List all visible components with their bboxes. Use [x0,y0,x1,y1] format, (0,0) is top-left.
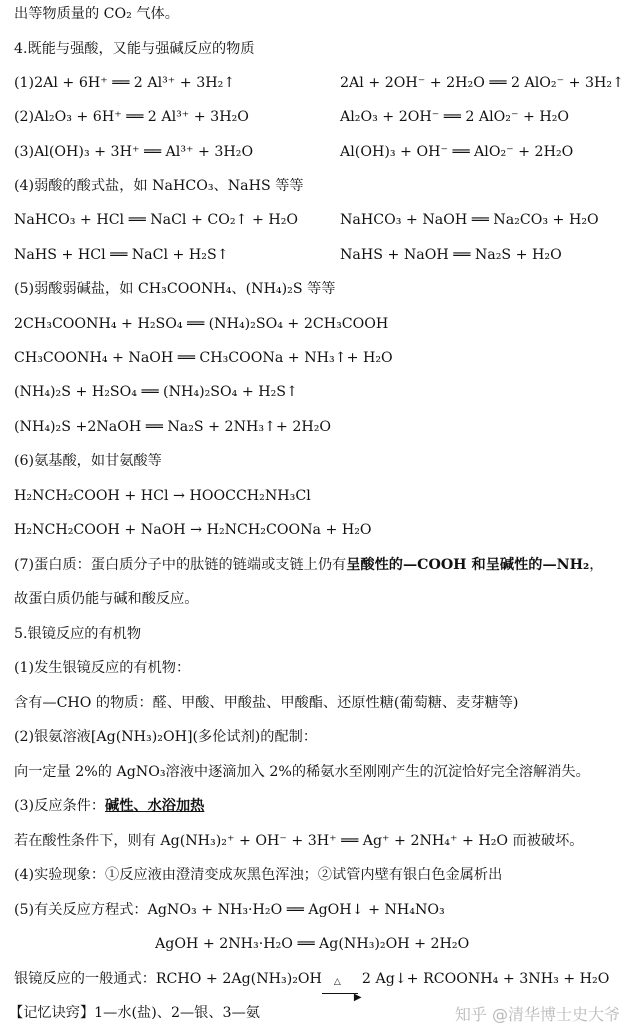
watermark: 知乎 @清华博士史大爷 [454,1005,620,1024]
bold-underlined-text: 碱性、水浴加热 [105,798,205,814]
equation: 银镜反应的一般通式：RCHO + 2Ag(NH₃)₂OH △ ▶ 2 Ag↓+ RCOONH₄ + 3NH₃ + H₂O [14,971,610,1003]
equation-left: NaHS + HCl ══ NaCl + H₂S↑ [14,247,229,263]
text-line: (4)实验现象：①反应液由澄清变成灰黑色浑浊；②试管内壁有银白色金属析出 [14,867,503,883]
subsection-heading: (6)氨基酸，如甘氨酸等 [14,453,162,469]
heat-symbol: △ [333,977,341,987]
equation-row [14,142,574,162]
text: ， [589,557,604,573]
text-line [14,796,204,816]
equation-row [14,210,599,230]
text-line [14,555,603,575]
equation-row [14,73,624,93]
text-line: (2)银氨溶液[Ag(NH₃)₂OH](多伦试剂)的配制： [14,729,318,745]
equation: (NH₄)₂S +2NaOH ══ Na₂S + 2NH₃↑+ 2H₂O [14,419,332,435]
equation: (5)有关反应方程式：AgNO₃ + NH₃·H₂O ══ AgOH↓ + NH₄NO₃ [14,902,445,918]
text-line: 若在酸性条件下，则有 Ag(NH₃)₂⁺ + OH⁻ + 3H⁺ ══ Ag⁺ + 2NH₄⁺ + H₂O 而被破坏。 [14,833,584,849]
text-line: 含有—CHO 的物质：醛、甲酸、甲酸盐、甲酸酯、还原性糖(葡萄糖、麦芽糖等) [14,695,519,711]
equation-right: Al₂O₃ + 2OH⁻ ══ 2 AlO₂⁻ + H₂O [340,109,570,125]
equation: H₂NCH₂COOH + HCl → HOOCCH₂NH₃Cl [14,488,311,504]
text: (7)蛋白质：蛋白质分子中的肽链的链端或支链上仍有 [14,557,347,573]
bold-text: 呈酸性的—COOH 和呈碱性的—NH₂ [346,557,590,573]
equation-row [14,107,570,127]
equation-right: 2Al + 2OH⁻ + 2H₂O ══ 2 AlO₂⁻ + 3H₂↑ [340,75,624,91]
equation: AgOH + 2NH₃·H₂O ══ Ag(NH₃)₂OH + 2H₂O [155,936,470,952]
text-line: 向一定量 2%的 AgNO₃溶液中逐滴加入 2%的稀氨水至刚刚产生的沉淀恰好完全溶解消失。 [14,764,590,780]
subsection-heading: (4)弱酸的酸式盐，如 NaHCO₃、NaHS 等等 [14,178,304,194]
equation-right: Al(OH)₃ + OH⁻ ══ AlO₂⁻ + 2H₂O [340,144,574,160]
equation: CH₃COONH₄ + NaOH ══ CH₃COONa + NH₃↑+ H₂O [14,350,393,366]
equation-right: NaHCO₃ + NaOH ══ Na₂CO₃ + H₂O [340,212,599,228]
equation-left: (1)2Al + 6H⁺ ══ 2 Al³⁺ + 3H₂↑ [14,75,236,91]
equation-left: (2)Al₂O₃ + 6H⁺ ══ 2 Al³⁺ + 3H₂O [14,109,249,125]
text: 银镜反应的一般通式：RCHO + 2Ag(NH₃)₂OH [14,971,322,987]
equation-right: NaHS + NaOH ══ Na₂S + H₂O [340,247,562,263]
section-heading: 4.既能与强酸，又能与强碱反应的物质 [14,41,255,57]
equation: (NH₄)₂S + H₂SO₄ ══ (NH₄)₂SO₄ + H₂S↑ [14,384,298,400]
text-line: 故蛋白质仍能与碱和酸反应。 [14,591,199,607]
text: 2 Ag↓+ RCOONH₄ + 3NH₃ + H₂O [361,971,610,987]
equation-left: (3)Al(OH)₃ + 3H⁺ ══ Al³⁺ + 3H₂O [14,144,254,160]
section-heading: 5.银镜反应的有机物 [14,626,142,642]
text: (3)反应条件： [14,798,106,814]
equation-row [14,245,562,265]
text-line: 【记忆诀窍】1—水(盐)、2—银、3—氨 [9,1005,260,1021]
equation: 2CH₃COONH₄ + H₂SO₄ ══ (NH₄)₂SO₄ + 2CH₃COOH [14,316,389,332]
subsection-heading: (5)弱酸弱碱盐，如 CH₃COONH₄、(NH₄)₂S 等等 [14,281,336,297]
text-line: 出等物质量的 CO₂ 气体。 [14,6,179,22]
text-line: (1)发生银镜反应的有机物： [14,660,191,676]
equation: H₂NCH₂COOH + NaOH → H₂NCH₂COONa + H₂O [14,522,372,538]
equation-left: NaHCO₃ + HCl ══ NaCl + CO₂↑ + H₂O [14,212,299,228]
